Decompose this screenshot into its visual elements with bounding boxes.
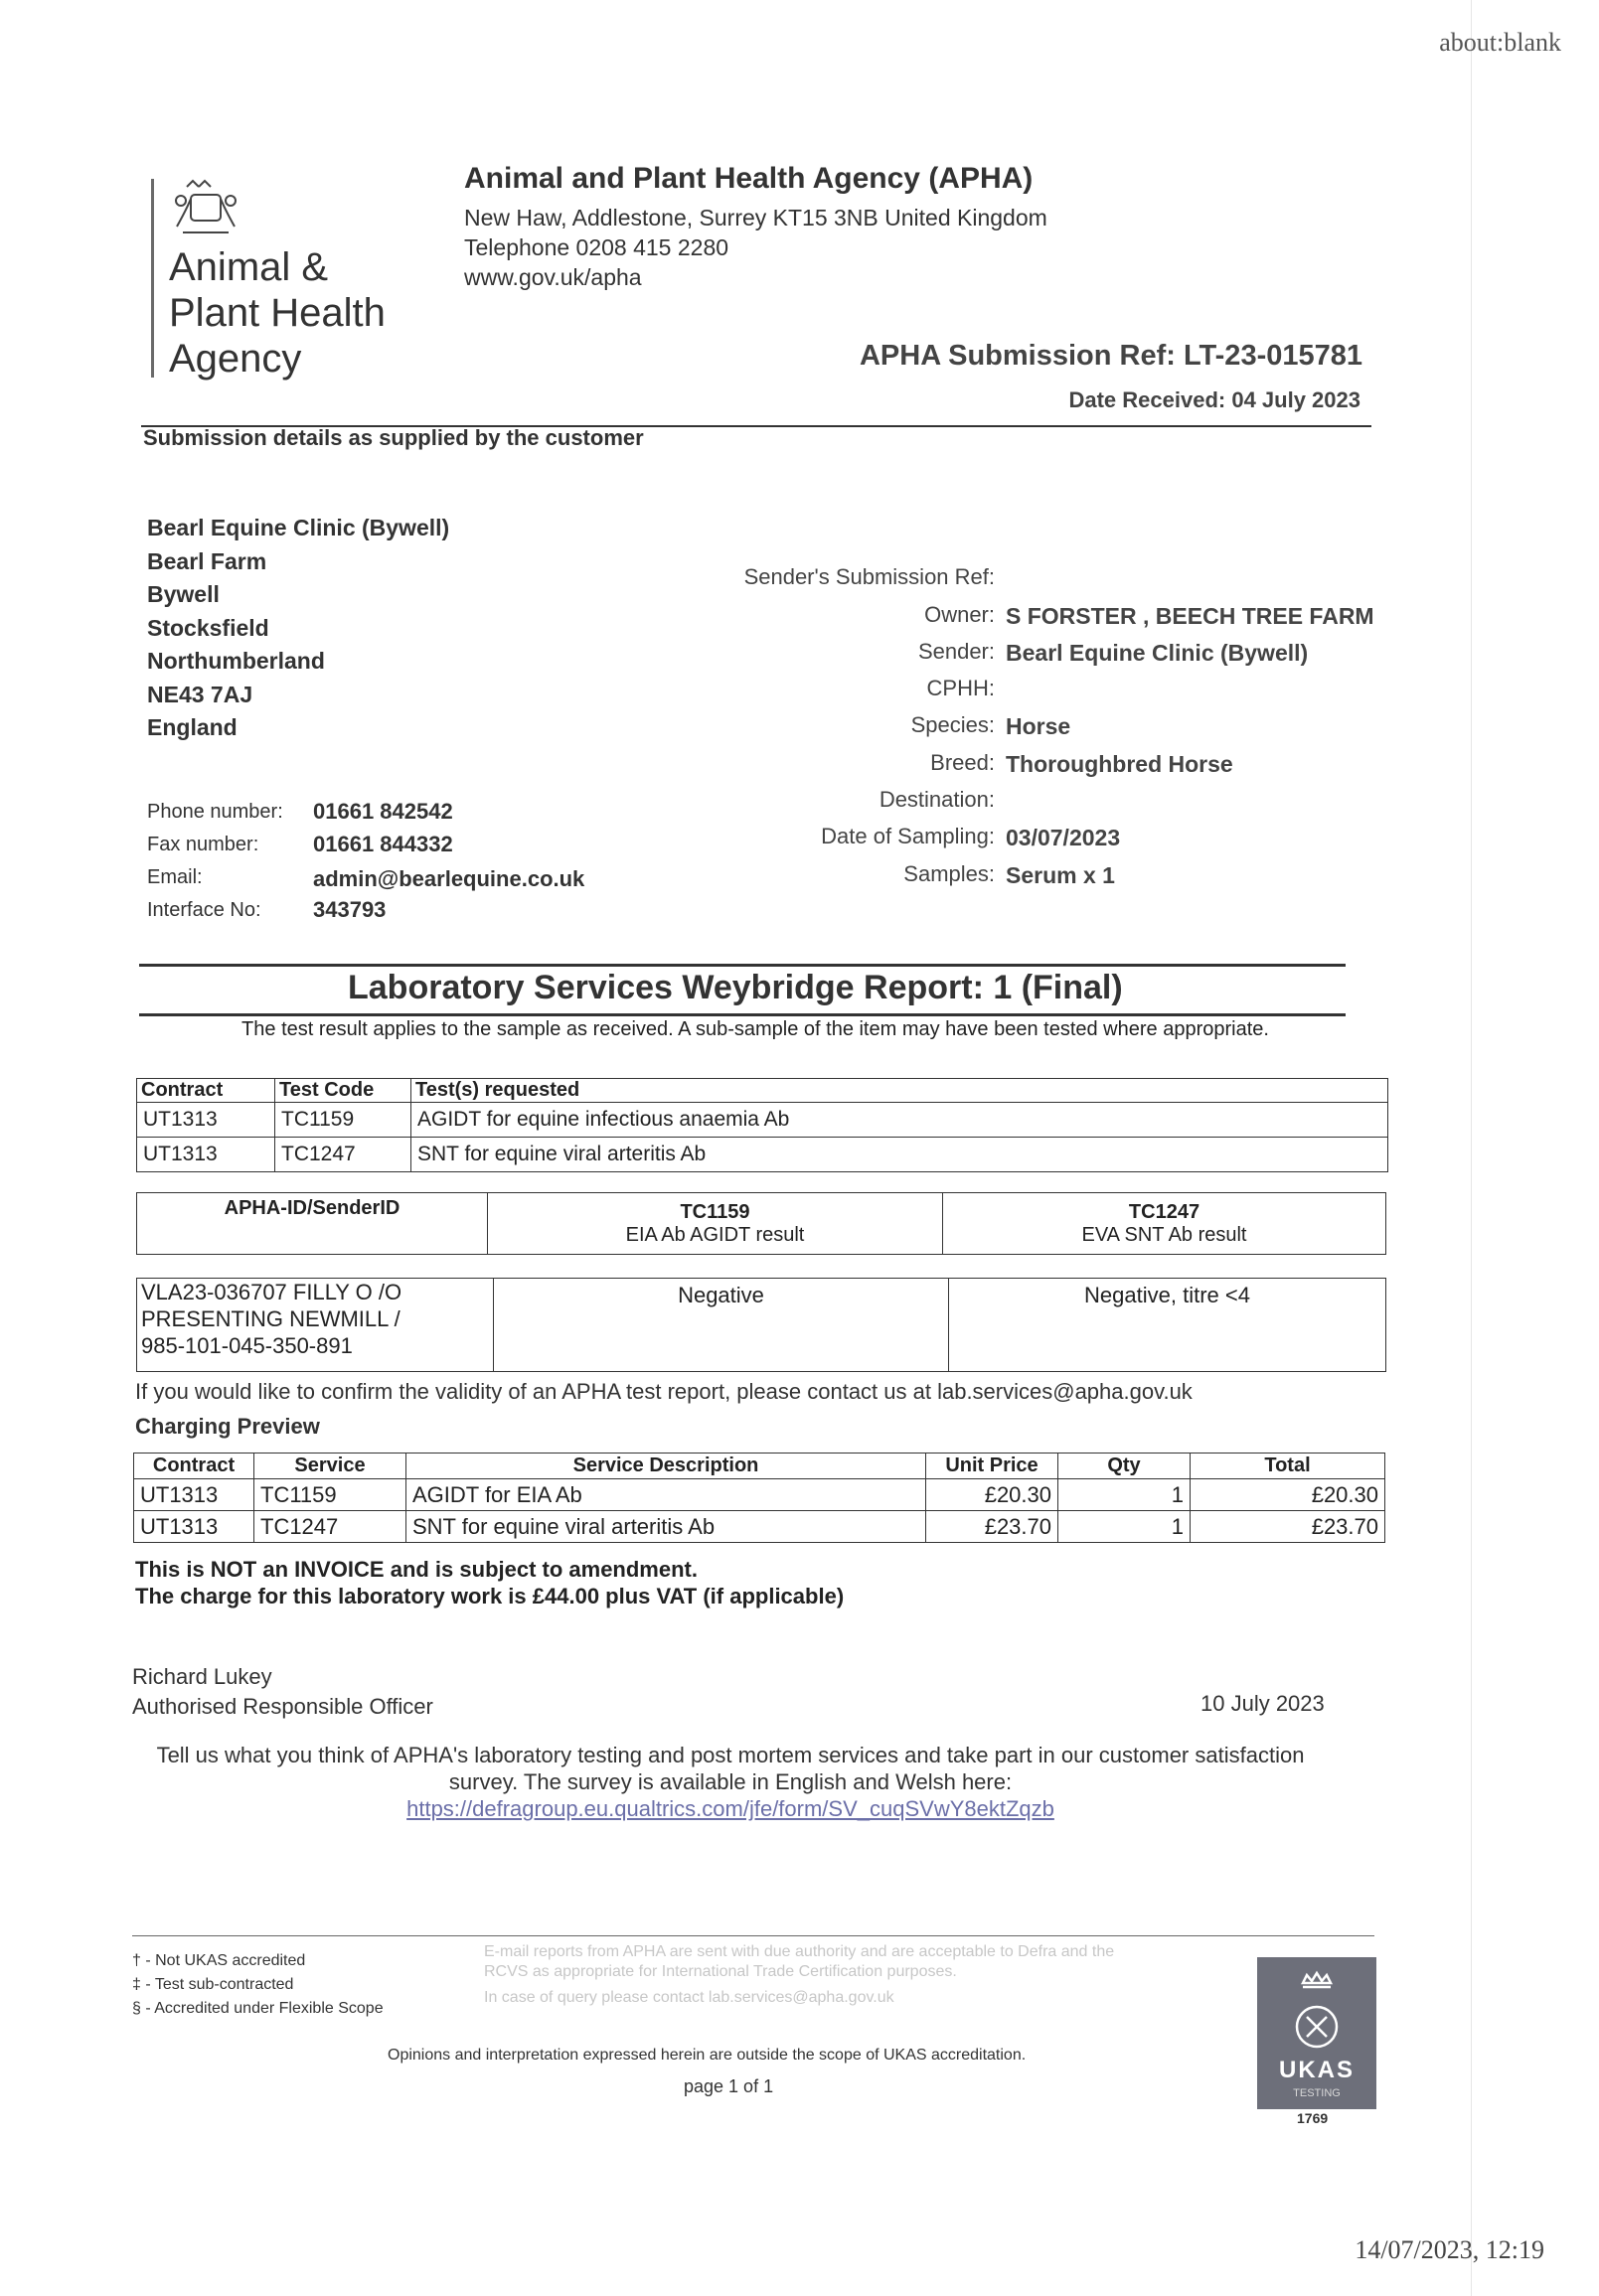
species-value: Horse [1006,713,1071,739]
table-cell: £20.30 [1191,1479,1385,1511]
footer-rule [132,1935,1374,1936]
interface-label: Interface No: [147,899,261,921]
charging-preview-heading: Charging Preview [135,1414,320,1439]
table-row [134,1511,1385,1543]
report-title: Laboratory Services Weybridge Report: 1 (Final) [348,969,1123,1006]
table-row [137,1138,1388,1172]
signoff [132,1662,433,1722]
result-eva: Negative, titre <4 [949,1279,1386,1372]
fax-value: 01661 844332 [313,832,453,856]
table-cell: 1 [1058,1511,1191,1543]
table-cell: UT1313 [137,1138,275,1172]
sample-id-cell: VLA23-036707 FILLY O /O PRESENTING NEWMILL / 985-101-045-350-891 [137,1279,494,1372]
sender-label: Sender: [917,639,995,664]
table-row [134,1479,1385,1511]
table-row [137,1279,1386,1372]
samples-label: Samples: [903,861,995,886]
table-cell: UT1313 [134,1479,254,1511]
table-cell: 1 [1058,1479,1191,1511]
result-eia: Negative [494,1279,949,1372]
table-cell: TC1247 [254,1511,406,1543]
charge-text: The charge for this laboratory work is £44.00 plus VAT (if applicable) [135,1584,845,1608]
agency-logo-text: Animal & Plant Health Agency [169,245,386,381]
tests-table [136,1078,1388,1172]
report-date: 10 July 2023 [1200,1691,1325,1716]
ukas-sub: TESTING [1293,2087,1341,2099]
royal-crest-icon [169,177,242,238]
species-label: Species: [910,712,995,737]
report-applies-note: The test result applies to the sample as received. A sub-sample of the item may have been tested where appropriate. [241,1018,1269,1040]
survey-text: Tell us what you think of APHA's laboratory testing and post mortem services and take part in our customer satisfaction survey. The survey is available in English and Welsh here: [156,1743,1305,1794]
ukas-disclaimer: Opinions and interpretation expressed herein are outside the scope of UKAS accreditation. [388,2047,1027,2064]
report-rule-bottom [139,1013,1346,1016]
agency-address: New Haw, Addlestone, Surrey KT15 3NB United Kingdom [464,205,1047,230]
col1-name: EIA Ab AGIDT result [625,1223,805,1246]
officer-name: Richard Lukey [132,1664,272,1689]
email-label: Email: [147,866,203,888]
column-header: Test Code [275,1079,411,1103]
table-cell: £23.70 [926,1511,1058,1543]
owner-value: S FORSTER , BEECH TREE FARM [1006,603,1374,629]
email-value: admin@bearlequine.co.uk [313,866,585,891]
invoice-notice [135,1556,844,1609]
table-cell: UT1313 [134,1511,254,1543]
cphh-label: CPHH: [926,676,995,700]
ukas-number: 1769 [1297,2110,1329,2126]
submission-details-heading: Submission details as supplied by the customer [143,425,644,450]
not-invoice-text: This is NOT an INVOICE and is subject to amendment. [135,1557,698,1582]
survey-section [149,1742,1312,1822]
column-header: Test(s) requested [411,1079,1388,1103]
browser-url: about:blank [1439,28,1561,57]
ukas-badge [1257,1957,1376,2109]
fax-label: Fax number: [147,834,259,855]
col1-code: TC1159 [680,1200,750,1223]
column-header: Unit Price [926,1454,1058,1479]
phone-value: 01661 842542 [313,799,453,824]
destination-label: Destination: [879,787,995,812]
customer-address: Bearl Equine Clinic (Bywell) Bearl Farm Bywell Stocksfield Northumberland NE43 7AJ England [147,515,450,740]
table-row [137,1103,1388,1138]
column-header [943,1193,1386,1255]
logo-divider [151,179,154,378]
phone-label: Phone number: [147,801,283,823]
confirm-validity-text: If you would like to confirm the validity of an APHA test report, please contact us at lab.services@apha.gov.uk [135,1379,1193,1404]
col2-name: EVA SNT Ab result [1081,1223,1247,1246]
column-header: Total [1191,1454,1385,1479]
samples-value: Serum x 1 [1006,862,1115,888]
table-cell: TC1159 [254,1479,406,1511]
table-cell: AGIDT for equine infectious anaemia Ab [411,1103,1388,1138]
column-header [488,1193,943,1255]
submission-ref: APHA Submission Ref: LT-23-015781 [859,340,1362,372]
column-header: Service [254,1454,406,1479]
interface-value: 343793 [313,897,387,922]
agency-telephone: Telephone 0208 415 2280 [464,234,729,260]
column-header: Service Description [406,1454,926,1479]
table-cell: UT1313 [137,1103,275,1138]
officer-role: Authorised Responsible Officer [132,1694,433,1719]
table-cell: TC1159 [275,1103,411,1138]
col2-code: TC1247 [1128,1200,1200,1223]
report-rule-top [139,964,1346,967]
results-table [136,1278,1386,1372]
column-header: Contract [134,1454,254,1479]
date-received: Date Received: 04 July 2023 [1068,387,1360,412]
agency-website: www.gov.uk/apha [464,264,642,290]
sender-value: Bearl Equine Clinic (Bywell) [1006,640,1309,666]
table-header-row [137,1193,1386,1255]
ukas-label: UKAS [1278,2057,1355,2083]
table-header-row [134,1454,1385,1479]
column-header: Qty [1058,1454,1191,1479]
table-cell: £20.30 [926,1479,1058,1511]
footnotes: † - Not UKAS accredited ‡ - Test sub-contracted § - Accredited under Flexible Scope [132,1952,384,2017]
charging-table [133,1453,1385,1543]
table-cell: TC1247 [275,1138,411,1172]
table-cell: £23.70 [1191,1511,1385,1543]
table-cell: SNT for equine viral arteritis Ab [406,1511,926,1543]
table-header-row [137,1079,1388,1103]
column-header: Contract [137,1079,275,1103]
sampling-label: Date of Sampling: [821,824,995,848]
page-number: page 1 of 1 [684,2076,774,2096]
print-timestamp: 14/07/2023, 12:19 [1355,2235,1544,2264]
breed-value: Thoroughbred Horse [1006,751,1233,777]
breed-label: Breed: [930,750,995,775]
faded-disclaimer: E-mail reports from APHA are sent with due authority and are acceptable to Defra and the RCVS as appropriate for International Trade Certification purposes. In case of query please contact lab.services@apha.gov.uk [484,1943,1115,2006]
agency-title: Animal and Plant Health Agency (APHA) [464,162,1034,195]
table-cell: SNT for equine viral arteritis Ab [411,1138,1388,1172]
survey-link[interactable]: https://defragroup.eu.qualtrics.com/jfe/form/SV_cuqSVwY8ektZqzb [406,1796,1054,1821]
results-header-table [136,1192,1386,1255]
page-edge-line [1471,0,1472,2296]
sampling-value: 03/07/2023 [1006,825,1121,850]
owner-label: Owner: [924,602,995,627]
column-header: APHA-ID/SenderID [137,1193,488,1255]
senders-ref-label: Sender's Submission Ref: [743,564,995,589]
table-cell: AGIDT for EIA Ab [406,1479,926,1511]
